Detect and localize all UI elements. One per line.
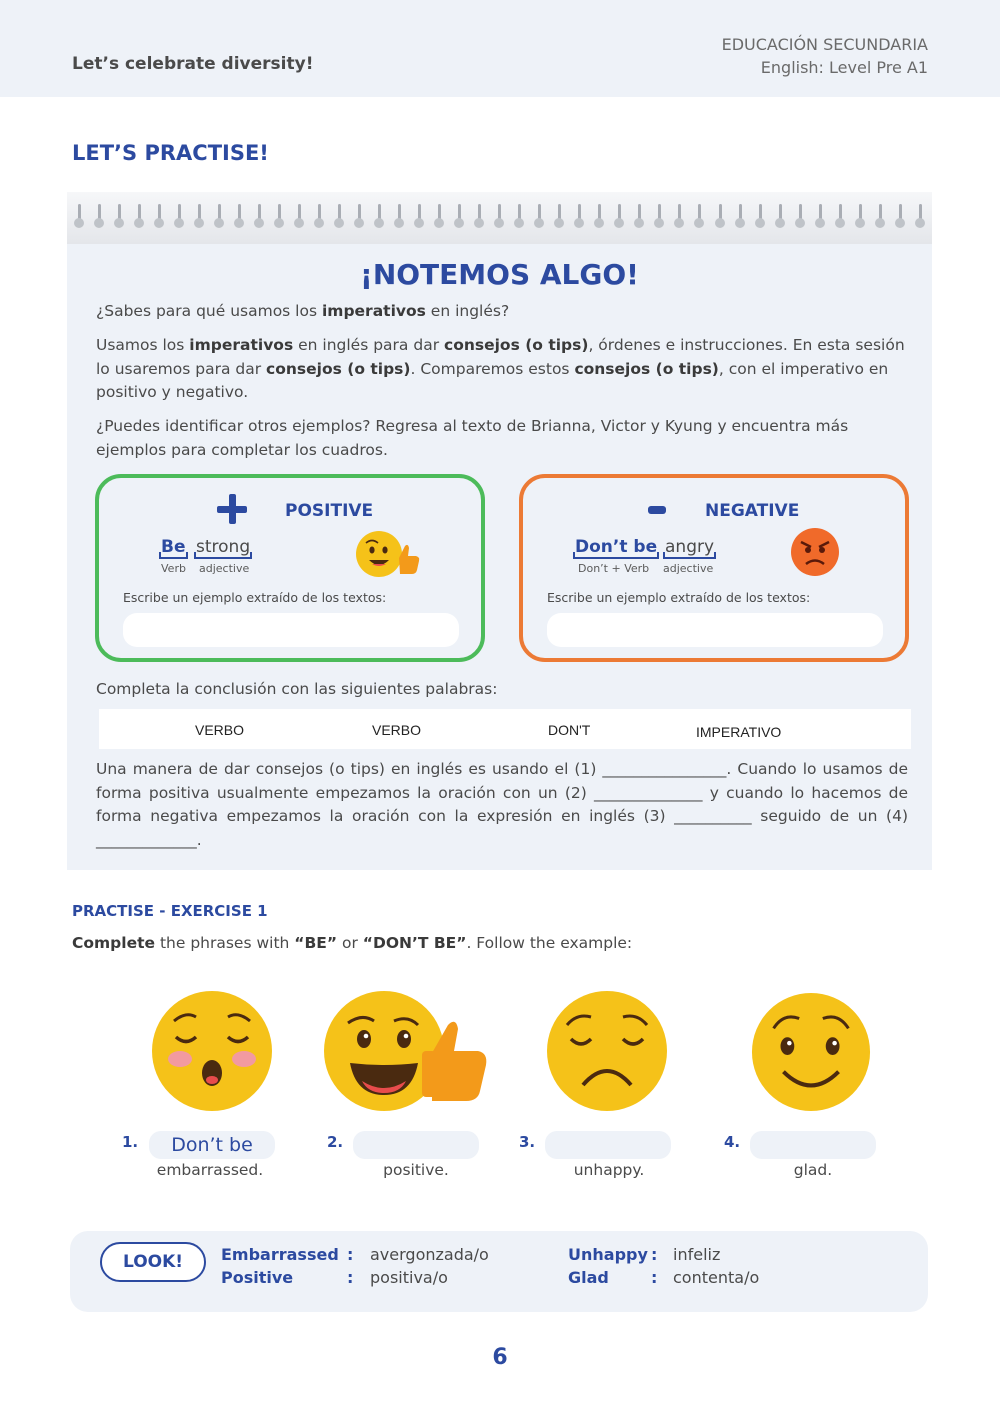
item-caption: unhappy. [573, 1161, 645, 1179]
word-bank-item: IMPERATIVO [696, 724, 782, 740]
sad-face-icon [545, 989, 669, 1113]
positive-example-input[interactable] [123, 613, 459, 647]
spiral-ring-icon [774, 204, 786, 230]
spiral-ring-icon [834, 204, 846, 230]
answer-input-4[interactable] [750, 1131, 876, 1159]
glossary-colon: : [347, 1268, 354, 1287]
item-caption: glad. [793, 1161, 833, 1179]
spiral-ring-icon [253, 204, 265, 230]
spiral-ring-icon [714, 204, 726, 230]
example-negative-adjective-label: adjective [663, 562, 714, 575]
positive-heading: POSITIVE [285, 501, 374, 521]
spiral-ring-icon [153, 204, 165, 230]
glossary-definition: contenta/o [673, 1268, 760, 1287]
spiral-ring-icon [313, 204, 325, 230]
example-adjective-label: adjective [199, 562, 250, 575]
glossary-colon: : [651, 1268, 658, 1287]
spiral-ring-icon [553, 204, 565, 230]
spiral-ring-icon [613, 204, 625, 230]
glossary-term: Unhappy [568, 1245, 648, 1264]
example-verb: Be [161, 537, 186, 557]
negative-input-label: Escribe un ejemplo extraído de los textos: [547, 590, 811, 605]
spiral-ring-icon [914, 204, 926, 230]
spiral-ring-icon [734, 204, 746, 230]
angry-emoji-icon [789, 526, 841, 578]
answer-input-3[interactable] [545, 1131, 671, 1159]
spiral-ring-icon [353, 204, 365, 230]
spiral-ring-icon [113, 204, 125, 230]
spiral-ring-icon [473, 204, 485, 230]
header-level [722, 33, 928, 79]
positive-input-label: Escribe un ejemplo extraído de los textos: [123, 590, 387, 605]
thumbs-up-emoji-icon [355, 528, 425, 580]
header-school-level: EDUCACIÓN SECUNDARIA [721, 35, 928, 54]
spiral-ring-icon [173, 204, 185, 230]
header-course: English: Level Pre A1 [760, 58, 928, 77]
spiral-ring-icon [93, 204, 105, 230]
spiral-binding [67, 192, 932, 244]
answer-input-1[interactable]: Don’t be [149, 1131, 275, 1159]
glossary-colon: : [347, 1245, 354, 1264]
spiral-ring-icon [493, 204, 505, 230]
spiral-ring-icon [73, 204, 85, 230]
spiral-ring-icon [413, 204, 425, 230]
smiling-face-icon [750, 991, 872, 1113]
item-number: 1. [122, 1133, 139, 1151]
plus-icon-vertical [229, 494, 236, 524]
spiral-ring-icon [894, 204, 906, 230]
spiral-ring-icon [593, 204, 605, 230]
spiral-ring-icon [573, 204, 585, 230]
spiral-ring-icon [133, 204, 145, 230]
example-verb-label: Verb [161, 562, 186, 575]
positive-box [95, 474, 485, 662]
glossary-term: Positive [221, 1268, 294, 1287]
spiral-ring-icon [213, 204, 225, 230]
thumbs-up-face-icon [322, 989, 490, 1113]
spiral-ring-icon [333, 204, 345, 230]
spiral-ring-icon [233, 204, 245, 230]
conclusion-text[interactable]: Una manera de dar consejos (o tips) en inglés es usando el (1) ________________. Cuando lo usamos de forma positiva usualmente empezamos la oración con un (2) ______________ y cuando lo hacemos de forma negativa empezamos la oración con la expresión en inglés (3) __________ seguido de un (4) _____________. [96, 760, 908, 849]
minus-icon [648, 506, 666, 514]
item-caption: embarrassed. [156, 1161, 264, 1179]
spiral-ring-icon [794, 204, 806, 230]
spiral-ring-icon [513, 204, 525, 230]
negative-box [519, 474, 909, 662]
glossary-term: Embarrassed [221, 1245, 339, 1264]
spiral-ring-icon [433, 204, 445, 230]
spiral-ring-icon [293, 204, 305, 230]
spiral-ring-icon [633, 204, 645, 230]
example-negative-verb: Don’t be [575, 537, 658, 557]
spiral-ring-icon [373, 204, 385, 230]
embarrassed-face-icon [150, 989, 274, 1113]
example-negative-adjective: angry [665, 537, 715, 557]
spiral-ring-icon [273, 204, 285, 230]
look-glossary [70, 1231, 928, 1312]
answer-input-2[interactable] [353, 1131, 479, 1159]
notebook-panel [67, 192, 932, 870]
spiral-ring-icon [193, 204, 205, 230]
spiral-ring-icon [814, 204, 826, 230]
example-adjective: strong [196, 537, 251, 557]
item-number: 3. [519, 1133, 536, 1151]
spiral-ring-icon [754, 204, 766, 230]
negative-example-input[interactable] [547, 613, 883, 647]
glossary-term: Glad [568, 1268, 609, 1287]
page-header [0, 0, 1000, 97]
glossary-definition: positiva/o [370, 1268, 448, 1287]
glossary-definition: avergonzada/o [370, 1245, 489, 1264]
spiral-ring-icon [673, 204, 685, 230]
complete-prompt: Completa la conclusión con las siguientes palabras: [96, 680, 498, 698]
header-title: Let’s celebrate diversity! [72, 54, 314, 74]
item-number: 2. [327, 1133, 344, 1151]
word-bank-item: DON'T [548, 722, 591, 738]
spiral-ring-icon [874, 204, 886, 230]
word-bank-item: VERBO [195, 722, 245, 738]
negative-heading: NEGATIVE [705, 501, 800, 521]
exercise-title: PRACTISE - EXERCISE 1 [72, 902, 268, 920]
spiral-ring-icon [854, 204, 866, 230]
spiral-ring-icon [453, 204, 465, 230]
item-caption: positive. [383, 1161, 449, 1179]
spiral-ring-icon [653, 204, 665, 230]
spiral-ring-icon [393, 204, 405, 230]
word-bank [99, 709, 911, 749]
look-button: LOOK! [100, 1242, 206, 1282]
explanation-text: Usamos los imperativos en inglés para dar consejos (o tips), órdenes e instrucciones. En esta sesión lo usaremos para dar consejos (o tips). Comparemos estos consejos (o tips), con el imperativo en positivo y negativo. [96, 336, 905, 401]
prompt-text: ¿Puedes identificar otros ejemplos? Regresa al texto de Brianna, Victor y Kyung y encuentra más ejemplos para completar los cuadros. [96, 417, 849, 459]
glossary-colon: : [651, 1245, 658, 1264]
question-text: ¿Sabes para qué usamos los imperativos en inglés? [96, 302, 510, 320]
spiral-ring-icon [693, 204, 705, 230]
exercise-instructions: Complete the phrases with “BE” or “DON’T BE”. Follow the example: [72, 934, 633, 952]
glossary-definition: infeliz [673, 1245, 721, 1264]
section-title: LET’S PRACTISE! [72, 141, 269, 165]
item-number: 4. [724, 1133, 741, 1151]
page-number: 6 [492, 1345, 508, 1370]
spiral-ring-icon [533, 204, 545, 230]
word-bank-item: VERBO [372, 722, 422, 738]
notebook-title: ¡NOTEMOS ALGO! [360, 258, 639, 291]
example-negative-verb-label: Don’t + Verb [578, 562, 650, 575]
